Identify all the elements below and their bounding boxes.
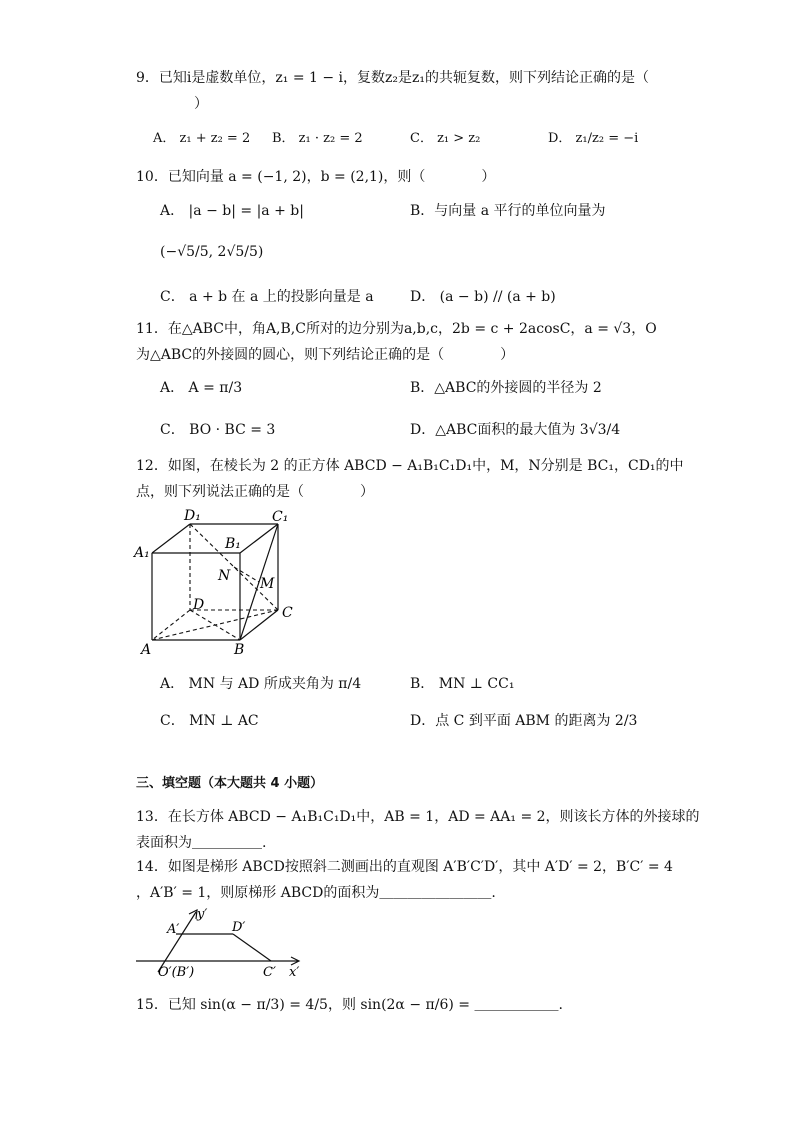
q12-option-b: B． MN ⊥ CC₁ xyxy=(410,676,515,692)
q12-option-d: D．点 C 到平面 ABM 的距离为 2/3 xyxy=(410,713,638,729)
cube-label-c1: C₁ xyxy=(272,509,289,525)
cube-label-b: B xyxy=(234,642,245,658)
q12-option-a: A． MN 与 AD 所成夹角为 π/4 xyxy=(160,676,362,692)
cube-label-n: N xyxy=(218,568,231,584)
q9-stem: 9．已知i是虚数单位，z₁ = 1 − i，复数z₂是z₁的共轭复数，则下列结论正确的是（ xyxy=(136,70,649,86)
q14-line2: ，A′B′ = 1，则原梯形 ABCD的面积为＿＿＿＿＿＿＿＿. xyxy=(136,885,496,901)
q10-option-b-vector: (−√5/5, 2√5/5) xyxy=(160,244,264,260)
cube-label-a: A xyxy=(141,642,152,658)
q9-option-a: A． z₁ + z₂ = 2 xyxy=(153,131,251,146)
q10-option-d: D． (a − b) // (a + b) xyxy=(410,289,556,305)
q9-close: ） xyxy=(194,96,208,112)
trap-label-x: x′ xyxy=(289,965,300,980)
cube-label-d1: D₁ xyxy=(184,508,201,524)
q10-option-c: C． a + b 在 a 上的投影向量是 a xyxy=(160,289,374,305)
q10-option-a: A． |a − b| = |a + b| xyxy=(160,203,304,219)
cube-label-a1: A₁ xyxy=(134,545,150,561)
q12-option-c: C． MN ⊥ AC xyxy=(160,713,259,729)
q13-line1: 13．在长方体 ABCD − A₁B₁C₁D₁中，AB = 1，AD = AA₁ = 2，则该长方体的外接球的 xyxy=(136,809,700,825)
q11-option-d: D．△ABC面积的最大值为 3√3/4 xyxy=(410,422,621,438)
cube-label-b1: B₁ xyxy=(225,536,241,552)
q11-option-b: B．△ABC的外接圆的半径为 2 xyxy=(410,380,602,396)
trap-label-y: y′ xyxy=(197,907,208,922)
trap-label-a: A′ xyxy=(167,922,180,937)
trap-label-c: C′ xyxy=(263,965,276,980)
section-title: 三、填空题（本大题共 4 小题） xyxy=(136,776,324,791)
q10-stem: 10．已知向量 a = (−1, 2)，b = (2,1)，则（ ） xyxy=(136,169,496,185)
q15-line: 15．已知 sin(α − π/3) = 4/5，则 sin(2α − π/6) = ＿＿＿＿＿＿. xyxy=(136,997,563,1013)
q12-stem: 12．如图，在棱长为 2 的正方体 ABCD − A₁B₁C₁D₁中，M，N分别是 BC₁，CD₁的中 xyxy=(136,458,684,474)
cube-label-m: M xyxy=(260,576,275,592)
cube-label-c: C xyxy=(282,605,293,621)
q14-line1: 14．如图是梯形 ABCD按照斜二测画出的直观图 A′B′C′D′，其中 A′D′ = 2，B′C′ = 4 xyxy=(136,859,673,875)
q11-option-c: C． BO · BC = 3 xyxy=(160,422,276,438)
q12-stem-line2: 点，则下列说法正确的是（ ） xyxy=(136,484,374,500)
cube-label-d: D xyxy=(193,597,205,613)
q11-stem-line2: 为△ABC的外接圆的圆心，则下列结论正确的是（ ） xyxy=(136,347,515,363)
q10-option-b: B．与向量 a 平行的单位向量为 xyxy=(410,203,606,219)
q11-option-a: A． A = π/3 xyxy=(160,380,243,396)
trap-label-o: O′(B′) xyxy=(158,965,195,980)
trap-label-d: D′ xyxy=(232,920,246,935)
q13-line2: 表面积为＿＿＿＿＿. xyxy=(136,835,267,851)
q9-option-c: C． z₁ > z₂ xyxy=(410,131,481,146)
q9-option-d: D． z₁/z₂ = −i xyxy=(548,131,639,146)
cube-figure xyxy=(125,503,305,658)
q11-stem: 11．在△ABC中，角A,B,C所对的边分别为a,b,c，2b = c + 2acosC，a = √3，O xyxy=(136,321,657,337)
q9-option-b: B． z₁ · z₂ = 2 xyxy=(272,131,363,146)
trapezoid-figure xyxy=(130,900,310,980)
